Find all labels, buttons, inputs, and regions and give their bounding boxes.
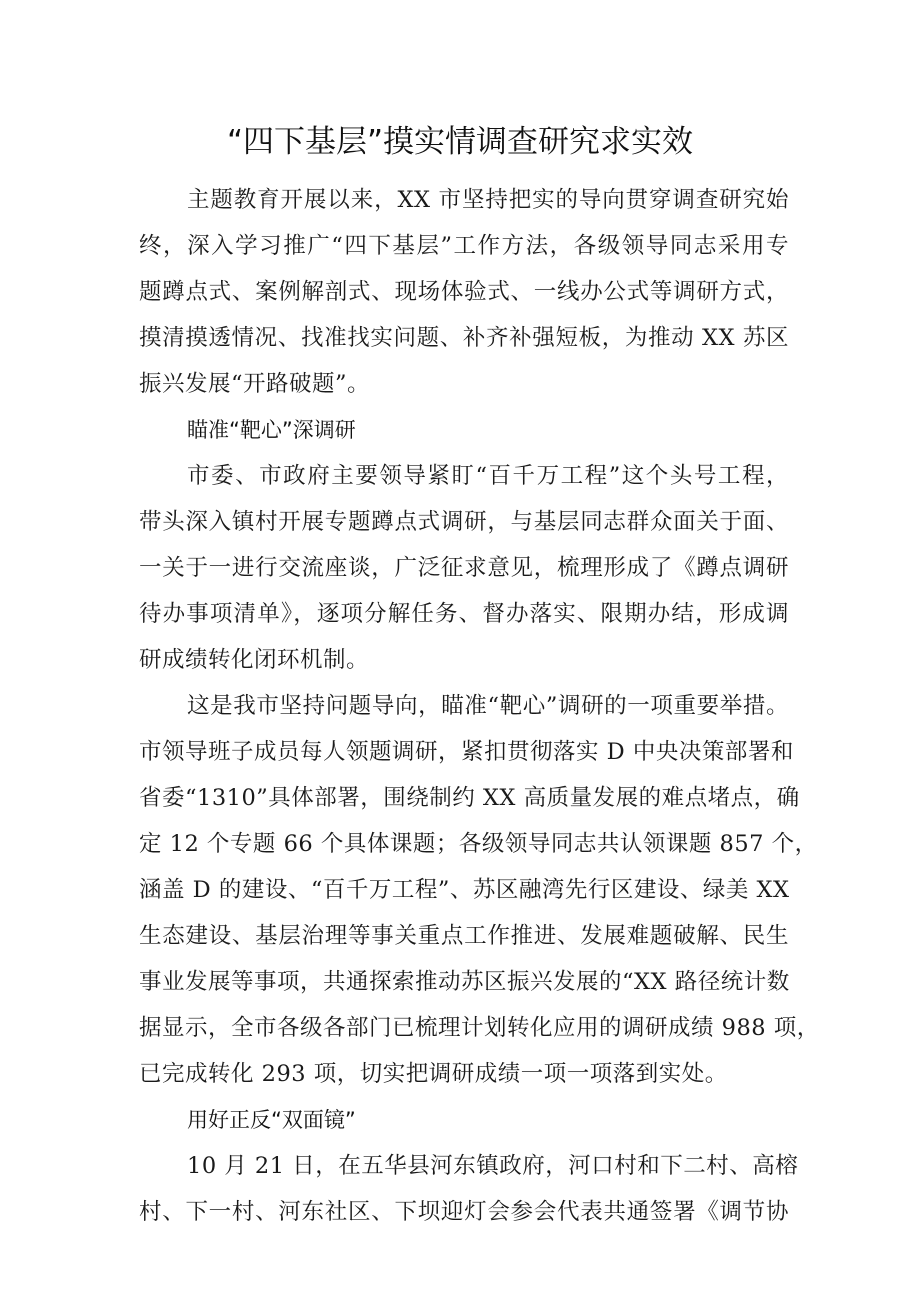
paragraph-line: 题蹲点式、案例解剖式、现场体验式、一线办公式等调研方式， [139, 279, 789, 305]
paragraph-line: 主题教育开展以来，XX 市坚持把实的导向贯穿调查研究始 [187, 187, 789, 213]
paragraph-line: 定 12 个专题 66 个具体课题；各级领导同志共认领课题 857 个， [139, 831, 818, 857]
paragraph-line: 生态建设、基层治理等事关重点工作推进、发展难题破解、民生 [139, 923, 789, 949]
section-heading: 瞄准“靶心”深调研 [187, 418, 356, 442]
document-title: “四下基层”摸实情调查研究求实效 [226, 124, 694, 160]
paragraph-line: 一关于一进行交流座谈，广泛征求意见，梳理形成了《蹲点调研 [139, 555, 789, 581]
paragraph-line: 摸清摸透情况、找准找实问题、补齐补强短板，为推动 XX 苏区 [139, 325, 789, 351]
paragraph-line: 振兴发展“开路破题”。 [139, 371, 371, 397]
paragraph-line: 待办事项清单》，逐项分解任务、督办落实、限期办结，形成调 [139, 601, 789, 627]
paragraph-line: 这是我市坚持问题导向，瞄准“靶心”调研的一项重要举措。 [187, 693, 789, 719]
paragraph-line: 涵盖 D 的建设、“百千万工程”、苏区融湾先行区建设、绿美 XX [139, 877, 790, 903]
paragraph-line: 10 月 21 日，在五华县河东镇政府，河口村和下二村、高榕 [187, 1153, 799, 1179]
paragraph-line: 据显示，全市各级各部门已梳理计划转化应用的调研成绩 988 项， [139, 1015, 820, 1041]
paragraph-line: 研成绩转化闭环机制。 [139, 647, 370, 673]
paragraph-line: 市委、市政府主要领导紧盯“百千万工程”这个头号工程， [187, 463, 789, 489]
paragraph-line: 事业发展等事项，共通探索推动苏区振兴发展的“XX 路径统计数 [139, 969, 790, 995]
paragraph-line: 市领导班子成员每人领题调研，紧扣贯彻落实 D 中央决策部署和 [139, 739, 794, 765]
paragraph-line: 省委“1310”具体部署，围绕制约 XX 高质量发展的难点堵点，确 [139, 785, 800, 811]
paragraph-line: 已完成转化 293 项，切实把调研成绩一项一项落到实处。 [139, 1061, 728, 1087]
section-heading: 用好正反“双面镜” [187, 1108, 356, 1132]
paragraph-line: 终，深入学习推广“四下基层”工作方法，各级领导同志采用专 [139, 233, 789, 259]
paragraph-line: 村、下一村、河东社区、下坝迎灯会参会代表共通签署《调节协 [139, 1199, 789, 1225]
paragraph-line: 带头深入镇村开展专题蹲点式调研，与基层同志群众面关于面、 [139, 509, 789, 535]
